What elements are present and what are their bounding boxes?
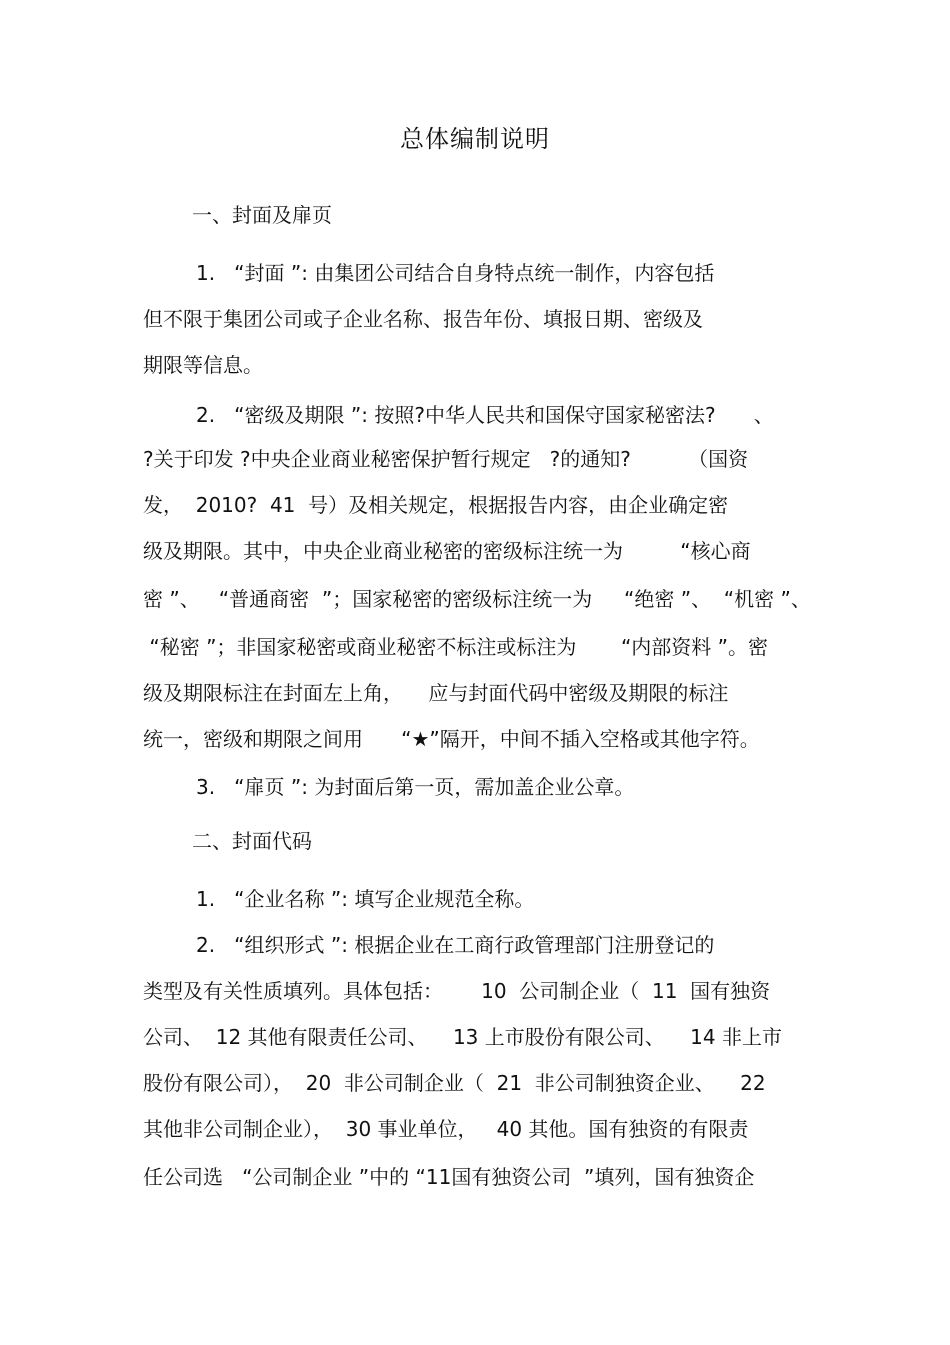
section-heading-cover-code: 二、封面代码 [192,829,312,853]
paragraph-line: 任公司选 “公司制企业 ”中的 “11国有独资公司 ”填列，国有独资企 [143,1165,755,1189]
paragraph-line: 统一，密级和期限之间用 “★”隔开，中间不插入空格或其他字符。 [143,727,760,751]
page-title: 总体编制说明 [400,125,550,153]
paragraph-line: 其他非公司制企业）， 30 事业单位， 40 其他。国有独资的有限责 [143,1117,749,1141]
paragraph-line: 2. “组织形式 ”: 根据企业在工商行政管理部门注册登记的 [196,933,715,957]
paragraph-line: 3. “扉页 ”: 为封面后第一页，需加盖企业公章。 [196,775,635,799]
paragraph-line: “秘密 ”；非国家秘密或商业秘密不标注或标注为 “内部资料 ”。密 [143,635,769,659]
paragraph-line: 公司、 12 其他有限责任公司、 13 上市股份有限公司、 14 非上市 [143,1025,782,1049]
paragraph-line: 级及期限。其中，中央企业商业秘密的密级标注统一为 “核心商 [143,539,751,563]
paragraph-line: 级及期限标注在封面左上角， 应与封面代码中密级及期限的标注 [143,681,729,705]
paragraph-line: 类型及有关性质填列。具体包括： 10 公司制企业（ 11 国有独资 [143,979,771,1003]
paragraph-line: 密 ”、 “普通商密 ”；国家秘密的密级标注统一为 “绝密 ”、 “机密 ”、 [143,587,811,611]
paragraph-line: 期限等信息。 [143,353,263,377]
paragraph-line: 但不限于集团公司或子企业名称、报告年份、填报日期、密级及 [143,307,703,331]
paragraph-line: 股份有限公司）， 20 非公司制企业（ 21 非公司制独资企业、 22 [143,1071,766,1095]
paragraph-line: 1. “企业名称 ”: 填写企业规范全称。 [196,887,535,911]
paragraph-line: 发， 2010? 41 号）及相关规定，根据报告内容，由企业确定密 [143,493,729,517]
paragraph-line: 1. “封面 ”: 由集团公司结合自身特点统一制作，内容包括 [196,261,715,285]
section-heading-cover: 一、封面及扉页 [192,203,332,227]
paragraph-line: 2. “密级及期限 ”: 按照?中华人民共和国保守国家秘密法? 、 [196,403,774,427]
paragraph-line: ?关于印发 ?中央企业商业秘密保护暂行规定 ?的通知? （国资 [143,447,749,471]
